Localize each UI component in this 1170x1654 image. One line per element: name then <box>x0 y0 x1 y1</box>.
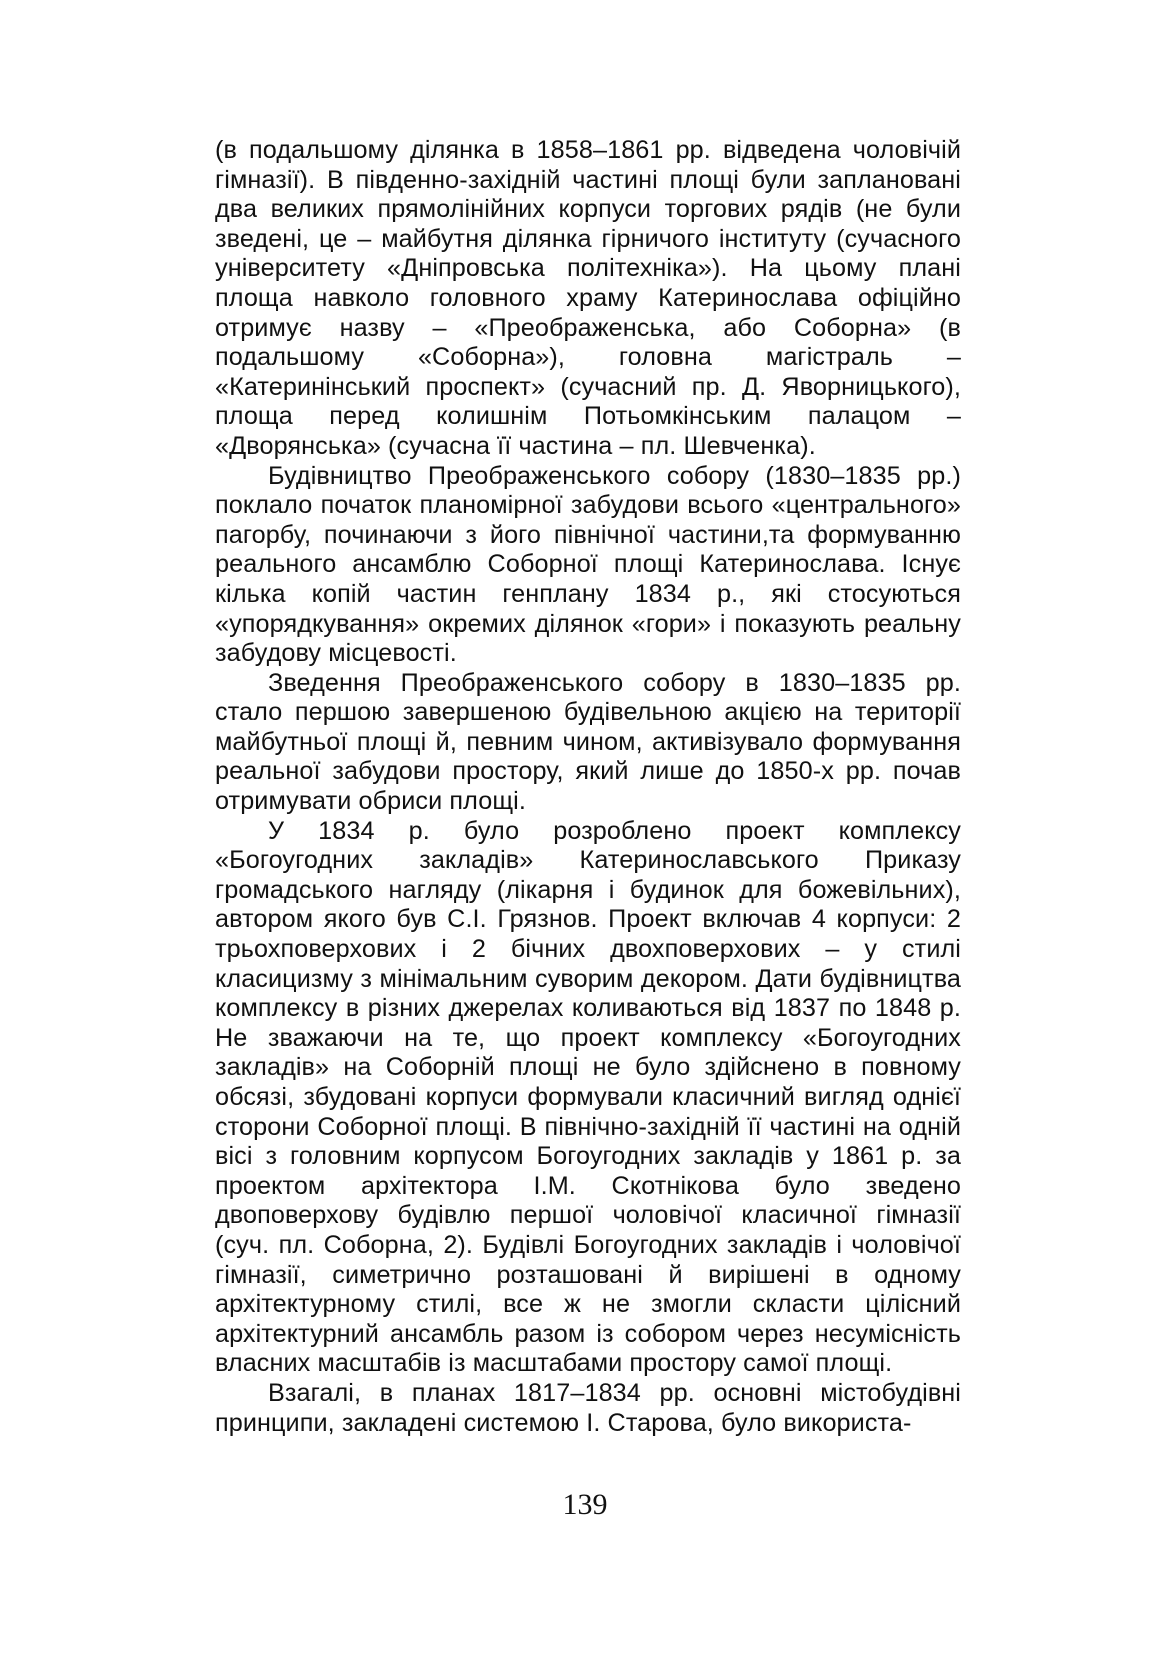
page-number: 139 <box>562 1488 608 1521</box>
paragraph-continuation: (в подальшому ділянка в 1858–1861 рр. відведена чоловічій гімназії). В південно-західній частині площі були заплановані два великих прямолінійних корпуси торгових рядів (не були зведені, це – майбутня ділянка гірничого інституту (сучасного університету «Дніпровська політехніка»). На цьому плані площа навколо головного храму Катеринослава офіційно отримує назву – «Преображенська, або Соборна» (в подальшому «Соборна»), головна магістраль – «Катеринінський проспект» (сучасний пр. Д. Яворницького), площа перед колишнім Потьомкінським палацом – «Дворянська» (сучасна її частина – пл. Шевченка). <box>215 136 961 460</box>
paragraph-charitable-institutions: У 1834 р. було розроблено проект комплексу «Богоугодних закладів» Катеринославського Приказу громадського нагляду (лікарня і будинок для божевільних), автором якого був С.І. Грязнов. Проект включав 4 корпуси: 2 трьохповерхових і 2 бічних двохповерхових – у стилі класицизму з мінімальним суворим декором. Дати будівництва комплексу в різних джерелах коливаються від 1837 по 1848 р. Не зважаючи на те, що проект комплексу «Богоугодних закладів» на Соборній площі не було здійснено в повному обсязі, збудовані корпуси формували класичний вигляд однієї сторони Соборної площі. В північно-західній її частині на одній вісі з головним корпусом Богоугодних закладів у 1861 р. за проектом архітектора І.М. Скотнікова було зведено двоповерхову будівлю першої чоловічої класичної гімназії (суч. пл. Соборна, 2). Будівлі Богоугодних закладів і чоловічої гімназії, симетрично розташовані й вирішені в одному архітектурному стилі, все ж не змогли скласти цілісний архітектурний ансамбль разом із собором через несумісність власних масштабів із масштабами простору самої площі. <box>215 816 961 1378</box>
paragraph-cathedral-erection: Зведення Преображенського собору в 1830–1835 рр. стало першою завершеною будівельною акцією на території майбутньої площі й, певним чином, активізувало формування реальної забудови простору, який лише до 1850-х рр. почав отримувати обриси площі. <box>215 668 961 816</box>
paragraph-cathedral-construction: Будівництво Преображенського собору (1830–1835 рр.) поклало початок планомірної забудови всього «центрального» пагорбу, починаючи з його північної частини,та формуванню реального ансамблю Соборної площі Катеринослава. Існує кілька копій частин генплану 1834 р., які стосуються «упорядкування» окремих ділянок «гори» і показують реальну забудову місцевості. <box>215 461 961 668</box>
paragraph-planning-principles: Взагалі, в планах 1817–1834 рр. основні містобудівні принципи, закладені системою І. Старова, було використа- <box>215 1378 961 1437</box>
body-text <box>215 136 961 1438</box>
